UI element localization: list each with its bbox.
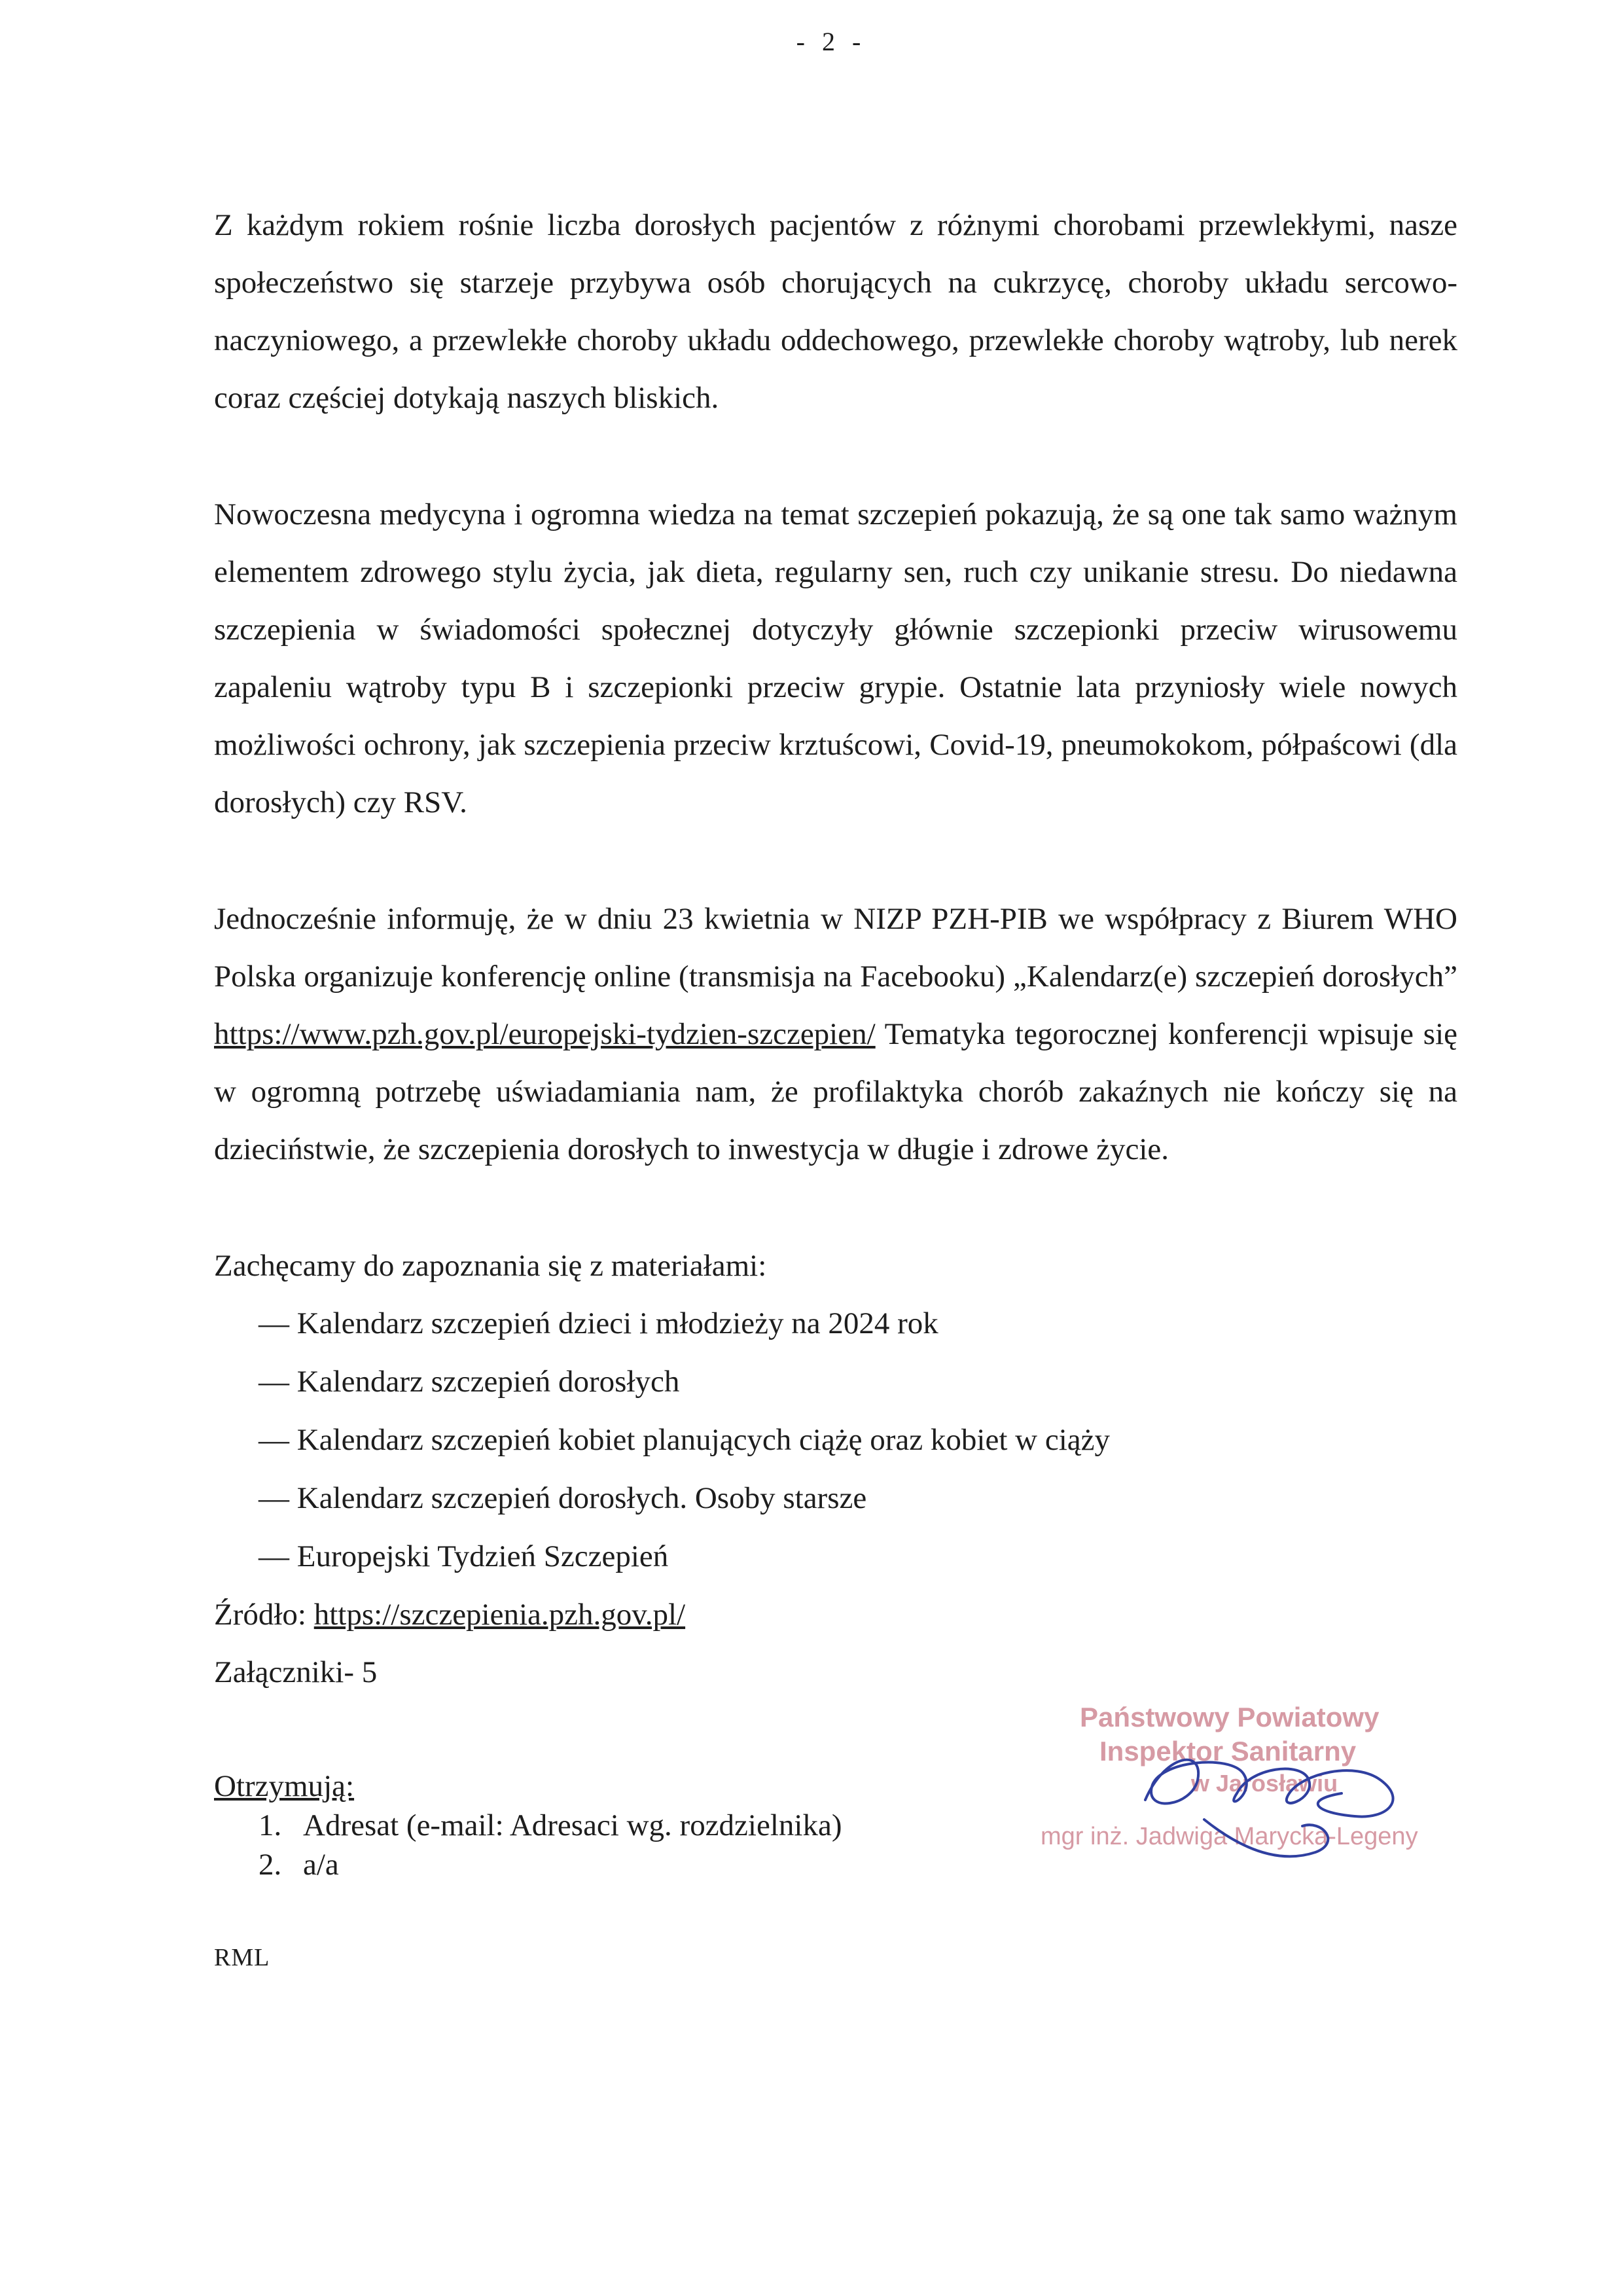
source-line — [214, 1586, 1457, 1643]
paragraph-modern-medicine: Nowoczesna medycyna i ogromna wiedza na temat szczepień pokazują, że są one tak samo ważnym elementem zdrowego stylu życia, jak dieta, regularny sen, ruch czy unikanie stresu. Do niedawna szczepienia w świadomości społecznej dotyczyły głównie szczepionki przeciw wirusowemu zapaleniu wątroby typu B i szczepionki przeciw grypie. Ostatnie lata przyniosły wiele nowych możliwości ochrony, jak szczepienia przeciw krztuścowi, Covid-19, pneumokokom, półpaścowi (dla dorosłych) czy RSV. — [214, 497, 1457, 819]
stamp-name-line: mgr inż. Jadwiga Marycka-Legeny — [1041, 1823, 1418, 1850]
page-number: - 2 - — [796, 27, 866, 56]
list-number: 2. — [259, 1848, 282, 1882]
recipient-text: a/a — [303, 1848, 339, 1882]
stamp-line: w Jarosławiu — [1191, 1770, 1338, 1797]
list-item: — Kalendarz szczepień dorosłych — [259, 1353, 1457, 1411]
list-item: — Europejski Tydzień Szczepień — [259, 1528, 1457, 1586]
author-initials: RML — [214, 1944, 270, 1971]
list-item: — Kalendarz szczepień dorosłych. Osoby starsze — [259, 1469, 1457, 1528]
paragraph-chronic-diseases: Z każdym rokiem rośnie liczba dorosłych pacjentów z różnymi chorobami przewlekłymi, nasze społeczeństwo się starzeje przybywa osób chorujących na cukrzycę, choroby układu sercowo-naczyniowego, a przewlekłe choroby układu oddechowego, przewlekłe choroby wątroby, lub nerek coraz częściej dotykają naszych bliskich. — [214, 208, 1457, 415]
recipient-text: Adresat (e-mail: Adresaci wg. rozdzielnika) — [303, 1808, 842, 1842]
list-number: 1. — [259, 1808, 282, 1842]
stamp-line: Państwowy Powiatowy — [1080, 1702, 1380, 1732]
list-item: — Kalendarz szczepień kobiet planujących ciążę oraz kobiet w ciąży — [259, 1411, 1457, 1469]
source-link[interactable]: https://szczepienia.pzh.gov.pl/ — [313, 1598, 686, 1632]
conference-link[interactable]: https://www.pzh.gov.pl/europejski-tydzien-szczepien/ — [214, 1017, 876, 1051]
materials-intro: Zachęcamy do zapoznania się z materiałami: — [214, 1249, 767, 1283]
paragraph-conference — [214, 890, 1457, 1178]
list-item: — Kalendarz szczepień dzieci i młodzieży na 2024 rok — [259, 1295, 1457, 1353]
handwritten-signature — [1106, 1689, 1433, 1885]
conference-text-before: Jednocześnie informuję, że w dniu 23 kwietnia w NIZP PZH-PIB we współpracy z Biurem WHO Polska organizuje konferencję online (transmisja na Facebooku) „Kalendarz(e) szczepień dorosłych” — [214, 902, 1457, 994]
attachments: Załączniki- 5 — [214, 1655, 378, 1689]
stamp-line: Inspektor Sanitarny — [1099, 1736, 1357, 1767]
conference-text-after: Tematyka tegorocznej konferencji wpisuje się w ogromną potrzebę uświadamiania nam, że profilaktyka chorób zakaźnych nie kończy się na dzieciństwie, że szczepienia dorosłych to inwestycja w długie i zdrowe życie. — [214, 1017, 1457, 1166]
materials-list — [214, 1295, 1457, 1586]
recipients-title: Otrzymują: — [214, 1769, 355, 1803]
source-label: Źródło: — [214, 1598, 314, 1632]
